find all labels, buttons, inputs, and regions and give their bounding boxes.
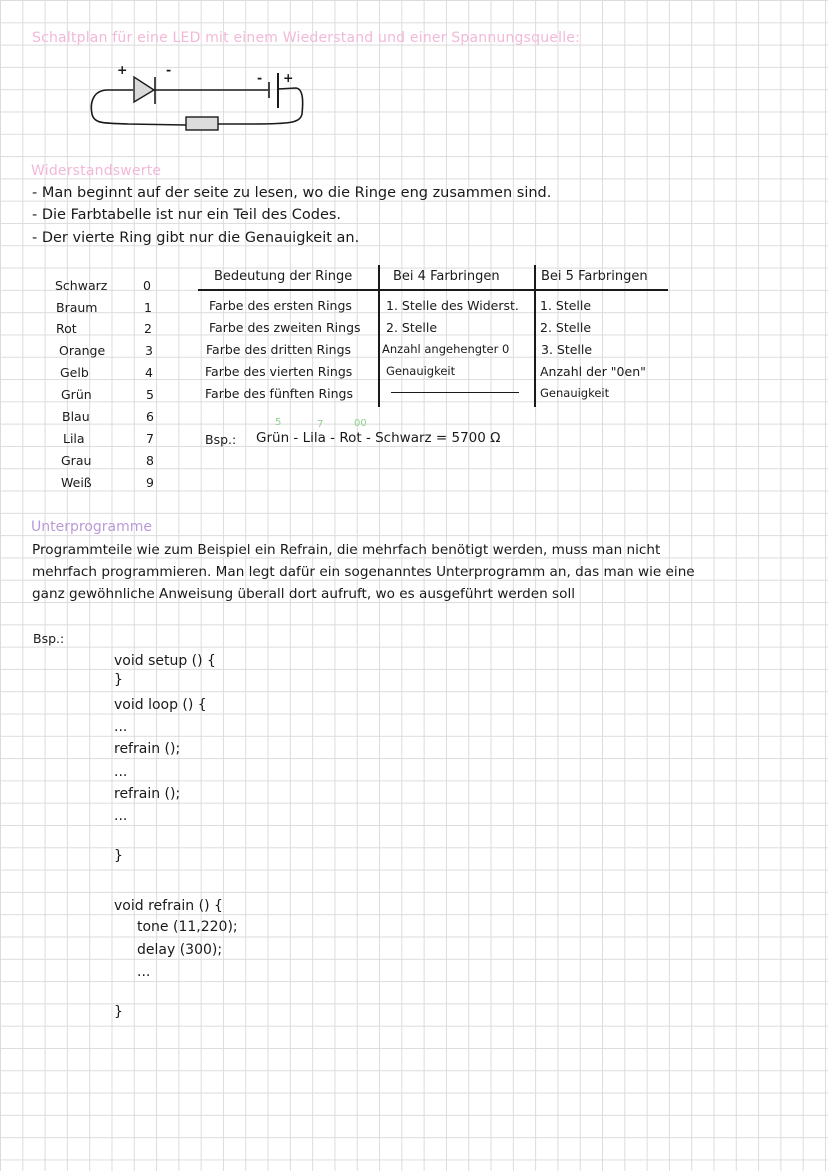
color-name: Rot	[56, 321, 77, 336]
code-example-label: Bsp.:	[33, 631, 65, 646]
color-value: 6	[146, 409, 154, 424]
code-line: refrain ();	[114, 741, 181, 757]
color-name: Lila	[63, 431, 85, 446]
bullet-item: - Der vierte Ring gibt nur die Genauigkeit an.	[32, 230, 360, 246]
color-name: Schwarz	[55, 278, 108, 293]
table-cell: Anzahl angehengter 0	[382, 342, 510, 356]
code-line: }	[114, 1004, 123, 1020]
code-line: ...	[114, 719, 128, 735]
paragraph-line: ganz gewöhnliche Anweisung überall dort aufruft, wo es ausgeführt werden soll	[32, 586, 576, 602]
code-line: refrain ();	[114, 786, 181, 802]
color-name: Grau	[61, 453, 92, 468]
table-column-divider	[378, 265, 380, 407]
color-name: Braum	[56, 300, 98, 315]
code-line: ...	[114, 808, 128, 824]
color-value: 9	[146, 475, 154, 490]
table-header: Bedeutung der Ringe	[214, 269, 353, 284]
code-line: void refrain () {	[114, 898, 223, 914]
example-text: Grün - Lila - Rot - Schwarz = 5700 Ω	[256, 430, 501, 446]
color-value: 1	[144, 300, 152, 315]
code-line: void setup () {	[114, 653, 216, 669]
color-value: 3	[145, 343, 153, 358]
table-cell: 1. Stelle	[540, 298, 592, 313]
color-value: 7	[146, 431, 154, 446]
table-cell: Farbe des vierten Rings	[205, 364, 353, 379]
color-value: 8	[146, 453, 154, 468]
table-cell: 2. Stelle	[540, 320, 592, 335]
table-cell: Anzahl der "0en"	[540, 364, 646, 379]
code-line: delay (300);	[137, 942, 223, 958]
paragraph-line: mehrfach programmieren. Man legt dafür ein sogenanntes Unterprogramm an, das man wie eine	[32, 564, 695, 580]
code-line: ...	[114, 764, 128, 780]
table-cell: 1. Stelle des Widerst.	[386, 298, 519, 313]
battery-plus-label: +	[283, 70, 294, 85]
digit-annotation: 7	[317, 419, 324, 430]
table-cell: Genauigkeit	[540, 386, 610, 400]
table-header-divider	[198, 289, 668, 291]
code-line: tone (11,220);	[137, 919, 238, 935]
table-cell: Farbe des zweiten Rings	[209, 320, 361, 335]
table-header: Bei 4 Farbringen	[393, 269, 500, 284]
table-header: Bei 5 Farbringen	[541, 269, 648, 284]
color-name: Grün	[61, 387, 92, 402]
digit-annotation: 00	[354, 418, 367, 429]
example-label: Bsp.:	[205, 432, 237, 447]
code-line: void loop () {	[114, 697, 207, 713]
code-line: }	[114, 672, 123, 688]
diode-plus-label: +	[117, 62, 128, 77]
circuit-heading: Schaltplan für eine LED mit einem Wiederstand und einer Spannungsquelle:	[32, 30, 581, 46]
table-cell: Farbe des dritten Rings	[206, 342, 352, 357]
table-cell: 3. Stelle	[541, 342, 593, 357]
table-cell: Genauigkeit	[386, 364, 456, 378]
table-cell: 2. Stelle	[386, 320, 438, 335]
diode-minus-label: -	[166, 62, 172, 77]
color-value: 0	[143, 278, 151, 293]
color-name: Weiß	[61, 475, 92, 490]
paragraph-line: Programmteile wie zum Beispiel ein Refrain, die mehrfach benötigt werden, muss man nicht	[32, 542, 661, 558]
table-cell: Farbe des fünften Rings	[205, 386, 353, 401]
color-value: 2	[144, 321, 152, 336]
code-line: }	[114, 848, 123, 864]
table-cell: Farbe des ersten Rings	[209, 298, 352, 313]
battery-minus-label: -	[257, 70, 263, 85]
table-column-divider	[534, 265, 536, 407]
subprograms-heading: Unterprogramme	[31, 519, 152, 535]
bullet-item: - Man beginnt auf der seite zu lesen, wo die Ringe eng zusammen sind.	[32, 185, 552, 201]
color-value: 5	[146, 387, 154, 402]
bullet-item: - Die Farbtabelle ist nur ein Teil des Codes.	[32, 207, 342, 223]
empty-cell-dash	[391, 392, 519, 393]
digit-annotation: 5	[275, 417, 282, 428]
code-line: ...	[137, 964, 151, 980]
color-name: Blau	[62, 409, 90, 424]
color-name: Gelb	[60, 365, 89, 380]
resistor-heading: Widerstandswerte	[31, 163, 162, 179]
color-name: Orange	[59, 343, 106, 358]
color-value: 4	[145, 365, 153, 380]
